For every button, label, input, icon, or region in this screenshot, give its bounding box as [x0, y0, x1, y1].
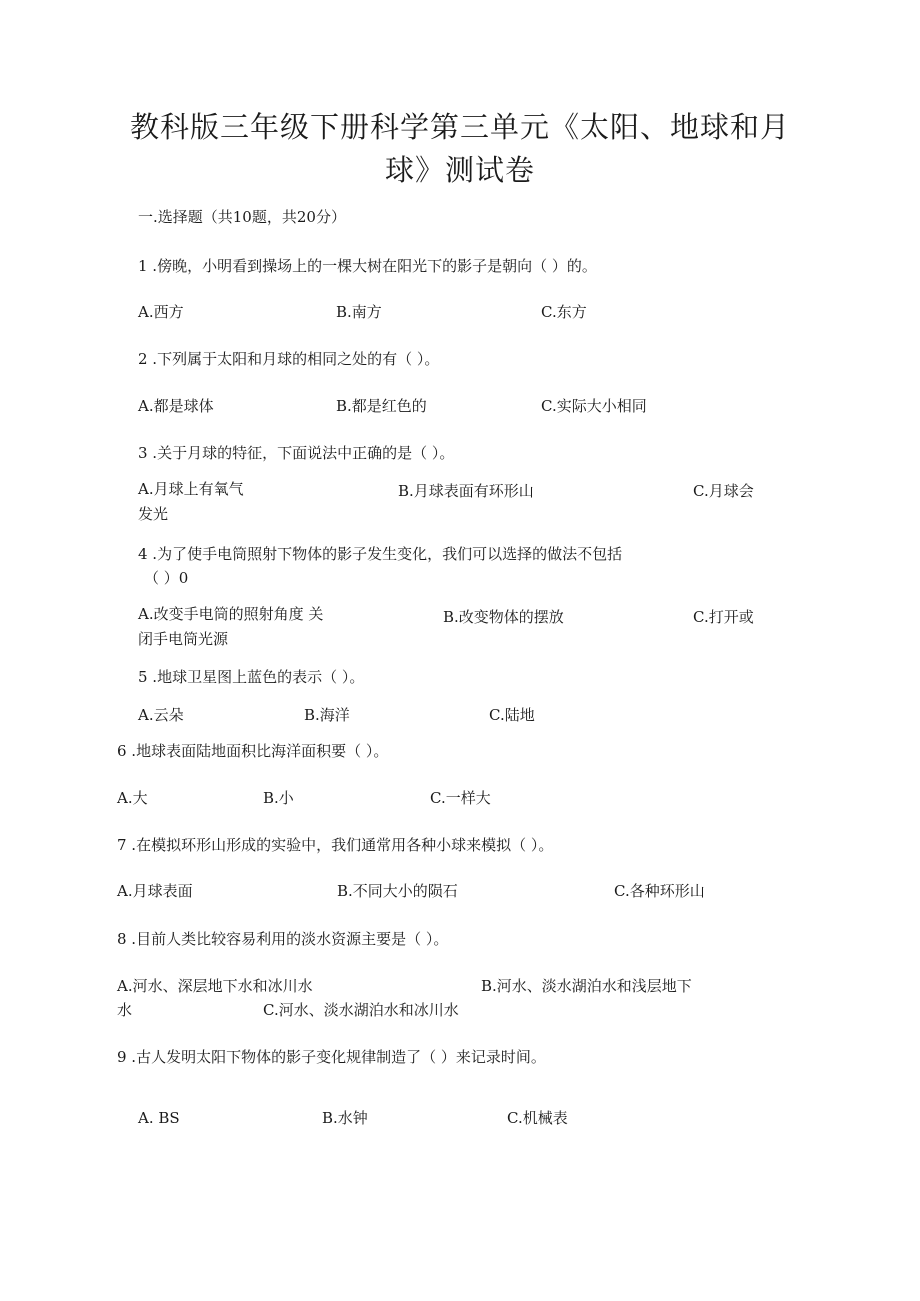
question-7-option-b: B.不同大小的陨石 [337, 882, 458, 900]
question-6-option-b: B.小 [263, 789, 294, 807]
question-4-option-b: B.改变物体的摆放 [443, 608, 564, 626]
question-3-option-a: A.月球上有氧气 [138, 480, 244, 498]
question-7-option-a: A.月球表面 [117, 882, 193, 900]
title-line-1: 教科版三年级下册科学第三单元《太阳、地球和月 [129, 110, 790, 144]
question-1-option-a: A.西方 [138, 303, 184, 321]
question-4-option-c-continued: 闭手电筒光源 [138, 630, 229, 648]
question-3-option-c-continued: 发光 [138, 505, 169, 523]
question-7-stem: 7 .在模拟环形山形成的实验中，我们通常用各种小球来模拟（ ）。 [117, 836, 554, 854]
question-8-option-c: C.河水、淡水湖泊水和冰川水 [263, 1001, 459, 1019]
question-5-option-c: C.陆地 [489, 706, 535, 724]
question-8-option-b: B.河水、淡水湖泊水和浅层地下 [481, 977, 692, 995]
question-6-option-c: C.一样大 [430, 789, 491, 807]
question-1-stem: 1 .傍晚，小明看到操场上的一棵大树在阳光下的影子是朝向（ ）的。 [138, 257, 597, 275]
title-line-2: 球》测试卷 [384, 153, 535, 187]
document-title [120, 106, 800, 192]
question-3-option-b: B.月球表面有环形山 [398, 482, 534, 500]
question-7-option-c: C.各种环形山 [614, 882, 705, 900]
question-9-option-c: C.机械表 [507, 1109, 568, 1127]
question-8-option-a: A.河水、深层地下水和冰川水 [117, 977, 313, 995]
question-5-stem: 5 .地球卫星图上蓝色的表示（ ）。 [138, 668, 365, 686]
question-6-option-a: A.大 [117, 789, 148, 807]
question-4-option-a: A.改变手电筒的照射角度 关 [138, 605, 324, 623]
section-heading: 一.选择题（共10题，共20分） [138, 208, 346, 226]
question-2-option-a: A.都是球体 [138, 397, 214, 415]
question-2-option-b: B.都是红色的 [336, 397, 427, 415]
question-3-stem: 3 .关于月球的特征，下面说法中正确的是（ ）。 [138, 444, 455, 462]
question-4-stem: 4 .为了使手电筒照射下物体的影子发生变化，我们可以选择的做法不包括 [138, 545, 623, 563]
question-4-option-c: C.打开或 [693, 608, 754, 626]
question-9-stem: 9 .古人发明太阳下物体的影子变化规律制造了（ ）来记录时间。 [117, 1048, 546, 1066]
question-2-stem: 2 .下列属于太阳和月球的相同之处的有（ ）。 [138, 350, 440, 368]
question-9-option-a: A. BS [138, 1109, 180, 1127]
question-3-option-c: C.月球会 [693, 482, 754, 500]
question-5-option-a: A.云朵 [138, 706, 184, 724]
question-1-option-b: B.南方 [336, 303, 382, 321]
question-8-option-b-continued: 水 [117, 1001, 133, 1019]
question-2-option-c: C.实际大小相同 [541, 397, 647, 415]
question-4-stem-continued: （ ）0 [144, 569, 189, 587]
question-9-option-b: B.水钟 [322, 1109, 368, 1127]
question-8-stem: 8 .目前人类比较容易利用的淡水资源主要是（ ）。 [117, 930, 449, 948]
question-1-option-c: C.东方 [541, 303, 587, 321]
question-6-stem: 6 .地球表面陆地面积比海洋面积要（ ）。 [117, 742, 389, 760]
question-5-option-b: B.海洋 [304, 706, 350, 724]
